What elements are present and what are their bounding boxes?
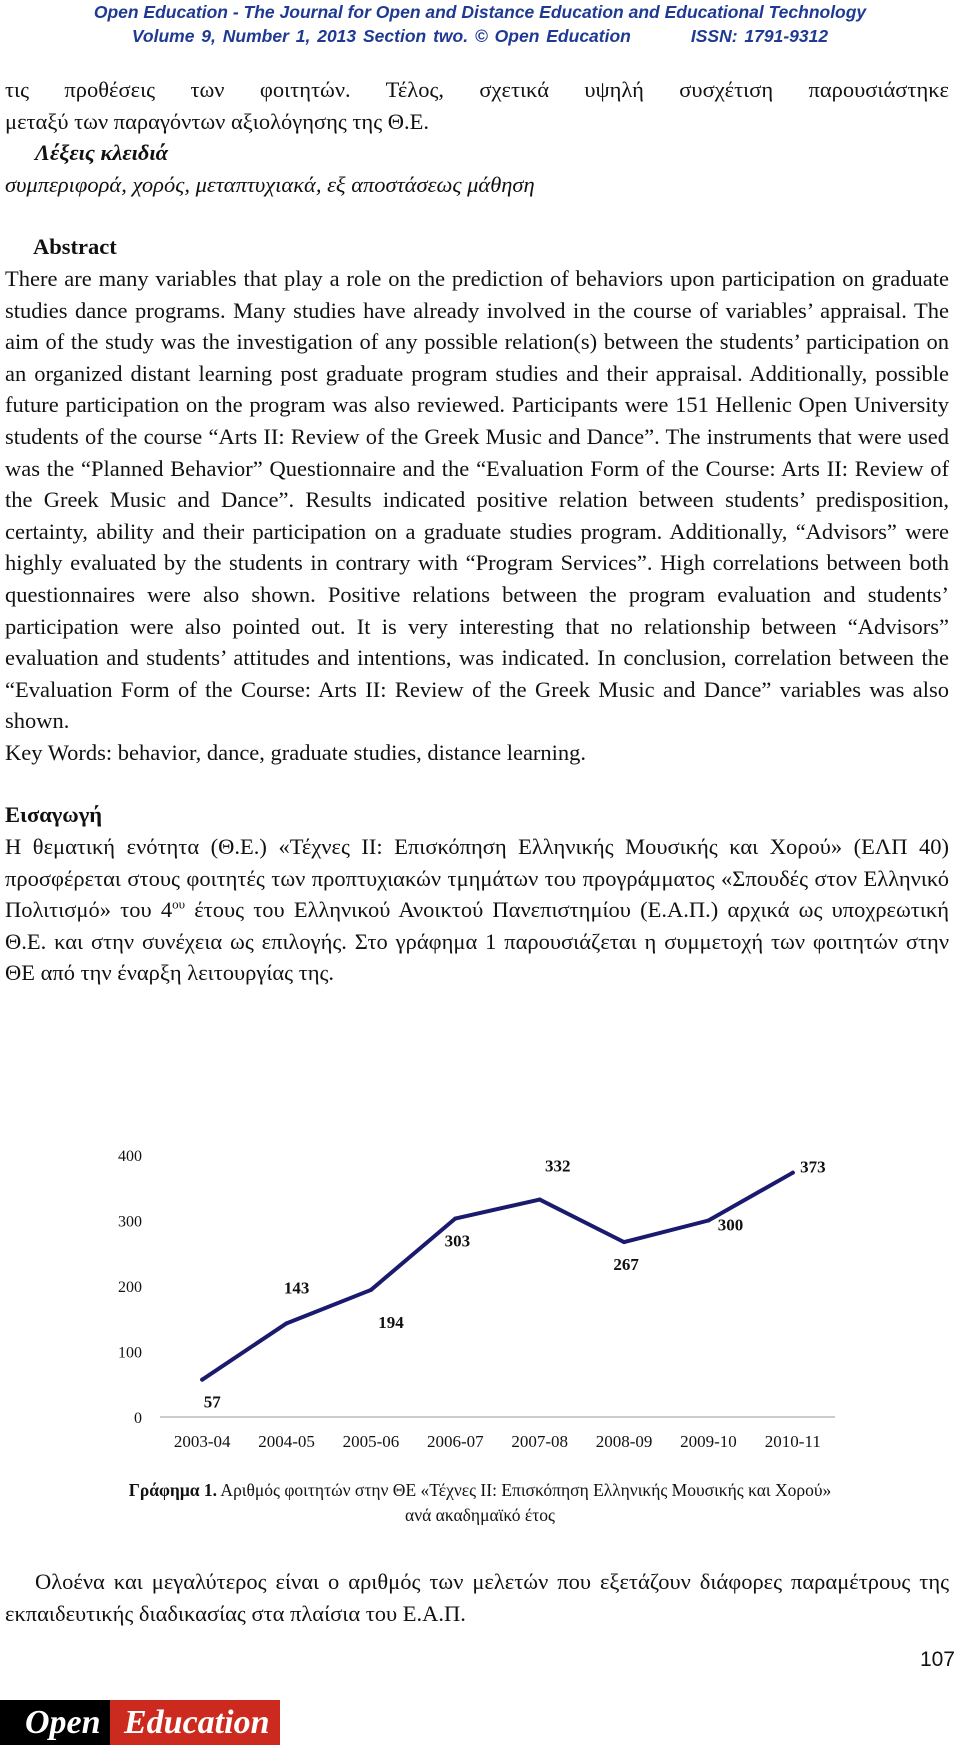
journal-issn: ISSN: 1791-9312 (690, 26, 829, 46)
data-label: 143 (283, 1278, 310, 1298)
y-tick-label: 100 (118, 1344, 142, 1362)
caption-line-2: ανά ακαδημαϊκό έτος (405, 1505, 555, 1525)
x-tick-label: 2003-04 (173, 1432, 231, 1451)
data-label: 194 (378, 1312, 404, 1332)
data-label: 300 (717, 1215, 744, 1235)
data-point (200, 1378, 204, 1382)
final-paragraph (5, 1566, 949, 1629)
final-paragraph-text: Ολοένα και μεγαλύτερος είναι ο αριθμός των μελετών που εξετάζουν διάφορες παραμέτρους της εκπαιδευτικής διαδικασίας στα πλαίσια του Ε.Α.Π. (5, 1569, 949, 1626)
introduction-text: Η θεματική ενότητα (Θ.Ε.) «Τέχνες ΙΙ: Επισκόπηση Ελληνικής Μουσικής και Χορού» (ΕΛΠ 40) προσφέρεται στους φοιτητές των προπτυχιακών τμημάτων του προγράμματος «Σπουδές στον Ελληνικό Πολιτισμό» του $4^{o\upsilon}$ έτους του Ελληνικού Ανοικτού Πανεπιστημίου (Ε.Α.Π.) αρχικά ως υποχρεωτική Θ.Ε. και στην συνέχεια ως επιλογής. Στο γράφημα 1 παρουσιάζεται η συμμετοχή των φοιτητών στην ΘΕ από την έναρξη λειτουργίας της. (5, 834, 949, 986)
x-tick-label: 2008-09 (595, 1432, 653, 1451)
series-line (202, 1173, 793, 1380)
y-tick-label: 0 (134, 1410, 142, 1427)
keywords-greek-text: συμπεριφορά, χορός, μεταπτυχιακά, εξ αποστάσεως μάθηση (5, 171, 535, 197)
keywords-greek-title: Λέξεις κλειδιά (35, 140, 169, 166)
abstract-key-words: Key Words: behavior, dance, graduate studies, distance learning. (5, 739, 587, 765)
data-point (453, 1217, 457, 1221)
introduction-title: Εισαγωγή (5, 802, 103, 828)
chart-caption (0, 1478, 960, 1528)
logo-education: Education (110, 1700, 280, 1745)
data-label: 332 (544, 1156, 571, 1176)
journal-volume: Volume 9, Number 1, 2013 Section two. © Open Education (131, 26, 631, 46)
data-label: 373 (800, 1157, 826, 1177)
journal-header (0, 0, 960, 52)
main-content (5, 74, 949, 989)
data-label: 267 (613, 1255, 639, 1275)
ordinal-superscript: ου (172, 896, 186, 912)
journal-title: Open Education - The Journal for Open and Distance Education and Educational Technology (93, 2, 867, 22)
x-tick-label: 2010-11 (764, 1432, 821, 1451)
data-point (791, 1171, 795, 1175)
chart-svg (100, 1135, 840, 1460)
students-line-chart (100, 1135, 840, 1460)
data-label: 303 (444, 1231, 471, 1251)
x-tick-label: 2005-06 (342, 1432, 400, 1451)
logo-open: Open (0, 1700, 110, 1745)
caption-label: Γράφημα 1. (128, 1480, 218, 1500)
data-point (285, 1321, 289, 1325)
intro-text-line-1: τις προθέσεις των φοιτητών. Τέλος, σχετικά υψηλή συσχέτιση παρουσιάστηκε (5, 77, 949, 102)
y-tick-label: 400 (118, 1148, 142, 1165)
journal-volume-line (0, 24, 960, 48)
caption-text: Αριθμός φοιτητών στην ΘΕ «Τέχνες ΙΙ: Επισκόπηση Ελληνικής Μουσικής και Χορού» (217, 1480, 832, 1500)
x-tick-label: 2007-08 (511, 1432, 569, 1451)
x-tick-label: 2004-05 (258, 1432, 315, 1451)
data-point (706, 1219, 710, 1223)
data-point (538, 1198, 542, 1202)
page-number: 107 (919, 1648, 955, 1671)
y-tick-label: 300 (118, 1213, 142, 1231)
data-point (622, 1240, 626, 1244)
abstract-text: There are many variables that play a role on the prediction of behaviors upon participation on graduate studies dance programs. Many studies have already involved in the course of variables’ appraisal. The aim of the study was the investigation of any possible relation(s) between the students’ participation on an organized distant learning post graduate program studies and their appraisal. Additionally, possible future participation on the program was also reviewed. Participants were 151 Hellenic Open University students of the course “Arts II: Review of the Greek Music and Dance”. The instruments that were used was the “Planned Behavior” Questionnaire and the “Evaluation Form of the Course: Arts II: Review of the Greek Music and Dance”. Results indicated positive relation between students’ predisposition, certainty, ability and their participation on a graduate studies program. Additionally, “Advisors” were highly evaluated by the students in contrary with “Program Services”. High correlations between both questionnaires were also shown. Positive relations between the program evaluation and students’ participation were also pointed out. It is very interesting that no relationship between “Advisors” evaluation and students’ attitudes and intentions, was indicated. In conclusion, correlation between the “Evaluation Form of the Course: Arts II: Review of the Greek Music and Dance” variables was also shown. (5, 265, 949, 734)
data-label: 57 (203, 1392, 221, 1412)
y-tick-label: 200 (118, 1279, 142, 1296)
x-tick-label: 2009-10 (680, 1432, 737, 1451)
x-tick-label: 2006-07 (426, 1432, 484, 1451)
abstract-title: Abstract (33, 234, 117, 260)
data-point (369, 1288, 373, 1292)
intro-text-line-2: μεταξύ των παραγόντων αξιολόγησης της Θ.Ε. (5, 108, 429, 134)
open-education-logo (0, 1700, 280, 1745)
